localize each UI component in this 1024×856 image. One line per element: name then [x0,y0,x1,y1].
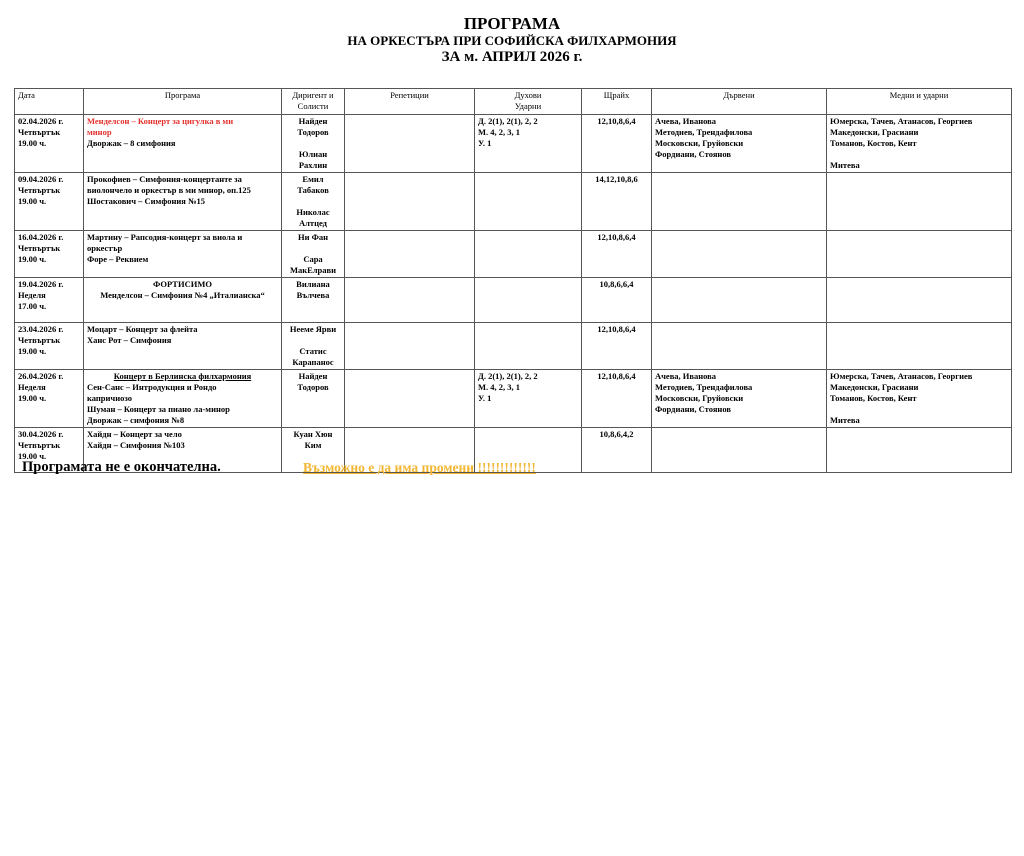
table-row [15,323,1012,370]
cell-strings: 12,10,8,6,4 [582,370,652,428]
cell-program: Концерт в Берлинска филхармония Сен-Санс – Интродукция и Рондо капричиозо Шуман – Концерт за пиано ла-минор Дворжак – симфония №8 [84,370,282,428]
cell-winds: Д. 2(1), 2(1), 2, 2 М. 4, 2, 3, 1 У. 1 [475,370,582,428]
cell-strings: 12,10,8,6,4 [582,115,652,173]
cell-conductor: Вилиана Вълчева [282,278,345,323]
cell-woodwinds [652,428,827,473]
cell-date: 09.04.2026 г. Четвъртък 19.00 ч. [15,173,84,231]
cell-rehearsals [345,173,475,231]
cell-brass [827,231,1012,278]
table-row [15,231,1012,278]
cell-brass: Юмерска, Тачев, Атанасов, Георгиев Македонски, Грасиани Томанов, Костов, Кент Митева [827,370,1012,428]
document-period: ЗА м. АПРИЛ 2026 г. [441,49,583,65]
schedule-table [14,88,1012,473]
header-strings: Щрайх [582,89,652,115]
cell-date: 30.04.2026 г. Четвъртък 19.00 ч. [15,428,84,473]
cell-program: Прокофиев – Симфония-концертанте за виолончело и оркестър в ми минор, оп.125 Шостакович – Симфония №15 [84,173,282,231]
cell-date: 19.04.2026 г. Неделя 17.00 ч. [15,278,84,323]
cell-brass: Юмерска, Тачев, Атанасов, Георгиев Македонски, Грасиани Томанов, Костов, Кент Митева [827,115,1012,173]
cell-brass [827,323,1012,370]
cell-strings: 12,10,8,6,4 [582,323,652,370]
cell-conductor: Найден Тодоров Юлиан Рахлин [282,115,345,173]
header-date: Дата [15,89,84,115]
cell-brass [827,428,1012,473]
cell-conductor: Ни Фан Сара МакЕлрави [282,231,345,278]
cell-date: 26.04.2026 г. Неделя 19.00 ч. [15,370,84,428]
cell-woodwinds [652,231,827,278]
cell-strings: 14,12,10,8,6 [582,173,652,231]
header-woodwinds: Дървени [652,89,827,115]
cell-program: Менделсон – Концерт за цигулка в ми минор Дворжак – 8 симфония [84,115,282,173]
cell-strings: 10,8,6,4,2 [582,428,652,473]
cell-conductor: Нееме Ярви Статис Карапанос [282,323,345,370]
table-header-row [15,89,1012,115]
header-winds: Духови Ударни [475,89,582,115]
cell-strings: 10,8,6,6,4 [582,278,652,323]
cell-conductor: Емил Табаков Николас Алтцед [282,173,345,231]
table-row [15,115,1012,173]
table-row [15,173,1012,231]
cell-woodwinds [652,278,827,323]
cell-date: 02.04.2026 г. Четвъртък 19.00 ч. [15,115,84,173]
cell-rehearsals [345,278,475,323]
cell-program: Хайдн – Концерт за чело Хайдн – Симфония №103 [84,428,282,473]
document-title: ПРОГРАМА [463,14,561,33]
cell-rehearsals [345,231,475,278]
cell-date: 16.04.2026 г. Четвъртък 19.00 ч. [15,231,84,278]
document-header [0,14,1024,66]
table-row [15,370,1012,428]
cell-brass [827,278,1012,323]
cell-strings: 12,10,8,6,4 [582,231,652,278]
cell-winds [475,278,582,323]
cell-winds: Д. 2(1), 2(1), 2, 2 М. 4, 2, 3, 1 У. 1 [475,115,582,173]
cell-rehearsals [345,370,475,428]
cell-conductor: Куан Хюн Ким [282,428,345,473]
cell-winds [475,173,582,231]
document-subtitle: НА ОРКЕСТЪРА ПРИ СОФИЙСКА ФИЛХАРМОНИЯ [347,33,677,48]
header-rehearsals: Репетиции [345,89,475,115]
cell-woodwinds [652,323,827,370]
cell-winds [475,231,582,278]
cell-program: Моцарт – Концерт за флейта Ханс Рот – Симфония [84,323,282,370]
cell-winds [475,323,582,370]
cell-program: Мартину – Рапсодия-концерт за виола и оркестър Форе – Реквием [84,231,282,278]
header-brass: Медни и ударни [827,89,1012,115]
cell-brass [827,173,1012,231]
cell-woodwinds: Ачева, Иванова Методиев, Трендафилова Московски, Груйовски Фордиани, Стоянов [652,370,827,428]
cell-rehearsals [345,323,475,370]
cell-program: ФОРТИСИМО Менделсон – Симфония №4 „Италианска“ [84,278,282,323]
footer-note: Програмата не е окончателна. [22,459,221,475]
cell-rehearsals [345,115,475,173]
cell-woodwinds [652,173,827,231]
cell-date: 23.04.2026 г. Четвъртък 19.00 ч. [15,323,84,370]
cell-woodwinds: Ачева, Иванова Методиев, Трендафилова Московски, Груйовски Фордиани, Стоянов [652,115,827,173]
footer-warning-link[interactable]: Възможно е да има промени !!!!!!!!!!!!! [303,460,536,475]
table-row [15,278,1012,323]
cell-conductor: Найден Тодоров [282,370,345,428]
header-conductor: Диригент и Солисти [282,89,345,115]
header-program: Програма [84,89,282,115]
